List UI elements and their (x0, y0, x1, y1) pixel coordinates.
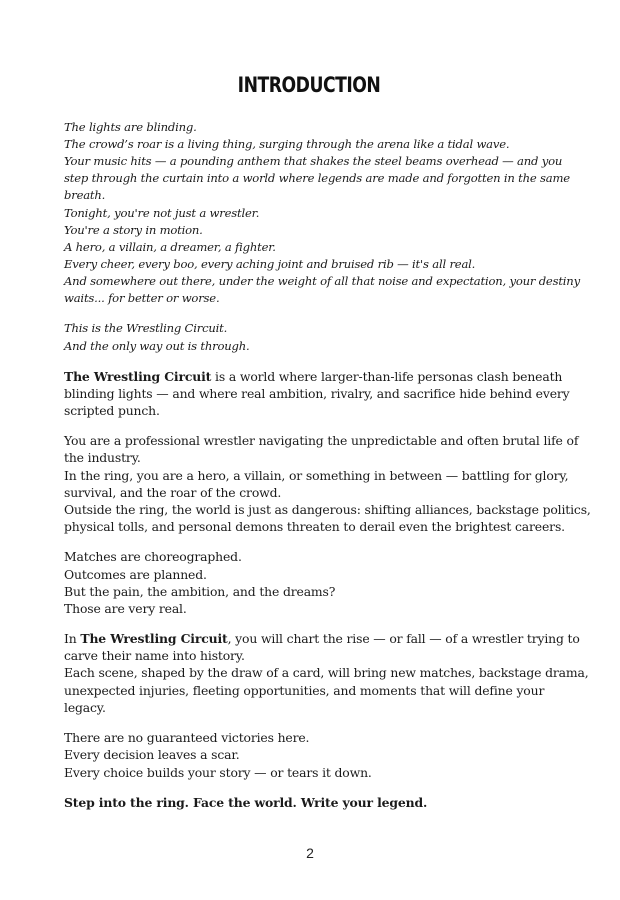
paragraph-line: Those are very real. (64, 601, 187, 616)
paragraph-line: survival, and the roar of the crowd. (64, 485, 282, 500)
paragraph-line: You are a professional wrestler navigating the unpredictable and often brutal life of (64, 433, 579, 448)
paragraph-line: physical tolls, and personal demons threaten to derail even the brightest careers. (64, 519, 565, 534)
paragraph-line: legacy. (64, 700, 106, 715)
paragraph-line: Every decision leaves a scar. (64, 747, 240, 762)
intro-line: And somewhere out there, under the weight of all that noise and expectation, your destiny (64, 274, 580, 288)
paragraph-line: carve their name into history. (64, 648, 245, 663)
intro-line: Your music hits — a pounding anthem that shakes the steel beams overhead — and you (64, 154, 563, 168)
paragraph-line: Outside the ring, the world is just as dangerous: shifting alliances, backstage politics, (64, 502, 591, 517)
paragraph-line: blinding lights — and where real ambition, rivalry, and sacrifice hide behind every (64, 386, 570, 401)
paragraph-line: scripted punch. (64, 403, 160, 418)
intro-line: You're a story in motion. (64, 223, 203, 237)
intro-line: This is the Wrestling Circuit. (64, 321, 228, 335)
bold-title: The Wrestling Circuit (80, 631, 228, 646)
paragraph-line: the industry. (64, 450, 141, 465)
paragraph-line: There are no guaranteed victories here. (64, 730, 310, 745)
paragraph-line: unexpected injuries, fleeting opportunities, and moments that will define your (64, 683, 545, 698)
intro-line: And the only way out is through. (64, 339, 250, 353)
closing-line: Step into the ring. Face the world. Write your legend. (64, 795, 428, 810)
intro-line: breath. (64, 188, 106, 202)
intro-line: Every cheer, every boo, every aching joint and bruised rib — it's all real. (64, 257, 476, 271)
paragraph-line: Matches are choreographed. (64, 549, 242, 564)
intro-line: The crowd’s roar is a living thing, surging through the arena like a tidal wave. (64, 137, 510, 151)
intro-line: A hero, a villain, a dreamer, a fighter. (64, 240, 276, 254)
intro-line: step through the curtain into a world where legends are made and forgotten in the same (64, 171, 570, 185)
paragraph-line: In the ring, you are a hero, a villain, or something in between — battling for glory, (64, 468, 569, 483)
paragraph-line: Every choice builds your story — or tears it down. (64, 765, 372, 780)
intro-line: waits... for better or worse. (64, 291, 220, 305)
intro-line: The lights are blinding. (64, 120, 197, 134)
intro-line: Tonight, you're not just a wrestler. (64, 206, 260, 220)
page-number: 2 (306, 845, 314, 861)
paragraph-line: The Wrestling Circuit is a world where larger-than-life personas clash beneath (64, 369, 563, 384)
paragraph-line: Each scene, shaped by the draw of a card, will bring new matches, backstage drama, (64, 665, 589, 680)
paragraph-line: In The Wrestling Circuit, you will chart the rise — or fall — of a wrestler trying to (64, 631, 580, 646)
paragraph-line: But the pain, the ambition, and the dreams? (64, 584, 336, 599)
paragraph-line: Outcomes are planned. (64, 567, 207, 582)
bold-title: The Wrestling Circuit (64, 369, 212, 384)
page-title: INTRODUCTION (237, 73, 381, 97)
